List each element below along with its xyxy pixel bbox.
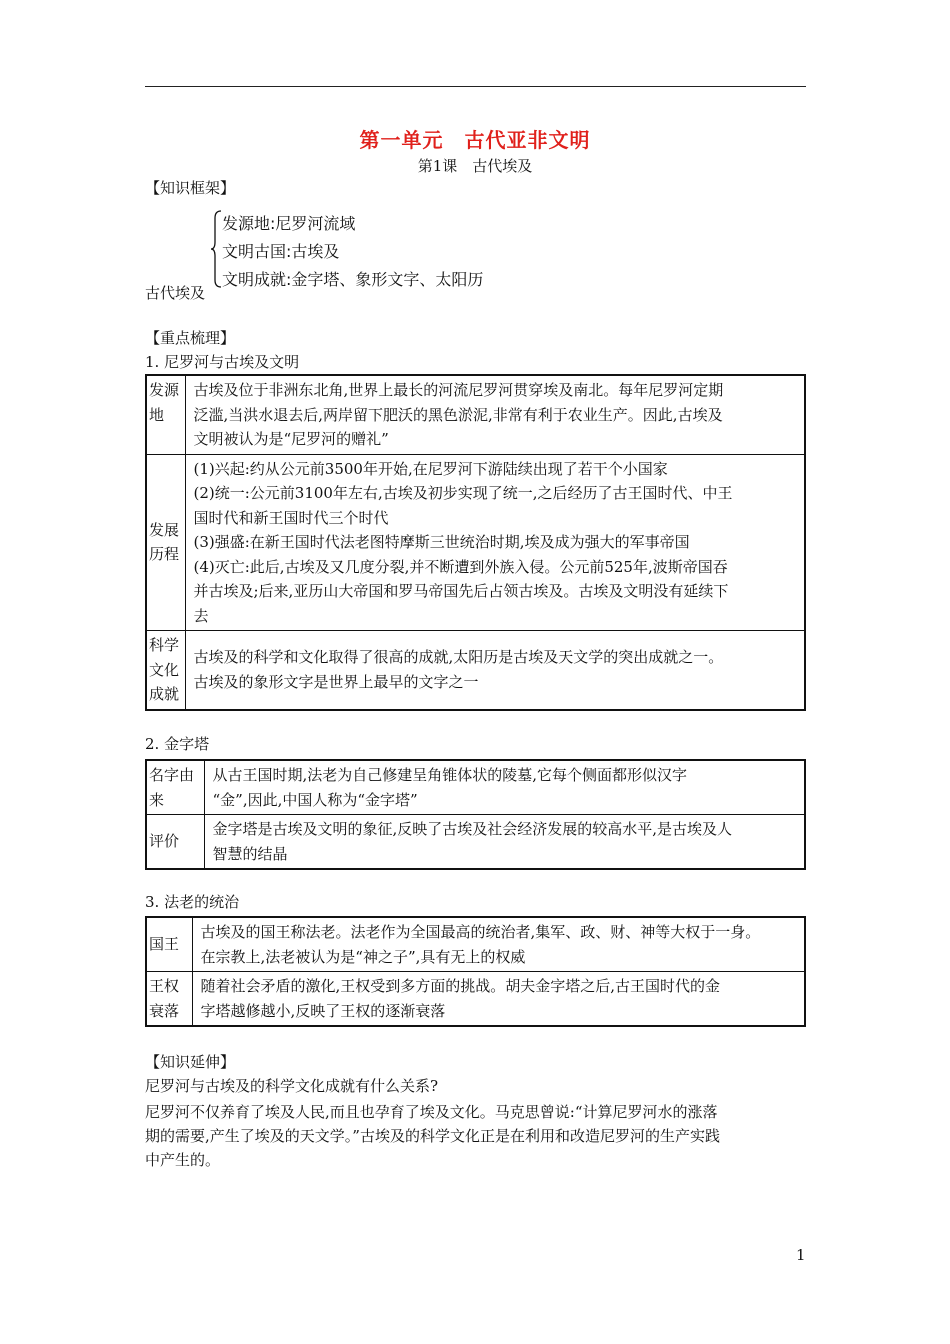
key-points-heading: 【重点梳理】	[145, 329, 236, 347]
lesson-title: 第1课 古代埃及	[417, 157, 533, 175]
page-number: 1	[796, 1246, 806, 1264]
section-title: 3. 法老的统治	[145, 893, 240, 911]
pharaoh-table	[145, 916, 806, 1027]
nile-table	[145, 374, 806, 711]
row-content: 古埃及的国王称法老。法老作为全国最高的统治者,集军、政、财、神等大权于一身。 在宗教上,法老被认为是“神之子”,具有无上的权威	[192, 917, 805, 972]
row-label: 发展历程	[146, 454, 185, 631]
framework-heading: 【知识框架】	[145, 179, 236, 197]
framework-item: 文明古国:古埃及	[222, 242, 340, 261]
brace-icon	[210, 210, 222, 288]
framework-root: 古代埃及	[145, 284, 206, 302]
framework-item: 发源地:尼罗河流域	[222, 214, 356, 233]
row-label: 评价	[146, 815, 204, 870]
row-content: 古埃及位于非洲东北角,世界上最长的河流尼罗河贯穿埃及南北。每年尼罗河定期 泛滥,当洪水退去后,两岸留下肥沃的黑色淤泥,非常有利于农业生产。因此,古埃及 文明被认为是“尼罗河的赠礼”	[185, 375, 805, 454]
unit-title: 第一单元 古代亚非文明	[359, 128, 591, 152]
row-content: 金字塔是古埃及文明的象征,反映了古埃及社会经济发展的较高水平,是古埃及人 智慧的结晶	[204, 815, 805, 870]
table-row	[146, 917, 805, 972]
table-row	[146, 375, 805, 454]
section-title: 1. 尼罗河与古埃及文明	[145, 353, 300, 371]
section-title: 2. 金字塔	[145, 735, 210, 753]
row-label: 王权衰落	[146, 972, 192, 1027]
row-content: 古埃及的科学和文化取得了很高的成就,太阳历是古埃及天文学的突出成就之一。 古埃及的象形文字是世界上最早的文字之一	[185, 631, 805, 710]
row-label: 名字由来	[146, 760, 204, 815]
row-content: 随着社会矛盾的激化,王权受到多方面的挑战。胡夫金字塔之后,古王国时代的金 字塔越修越小,反映了王权的逐渐衰落	[192, 972, 805, 1027]
header-rule	[145, 86, 806, 87]
table-row	[146, 815, 805, 870]
framework-item: 文明成就:金字塔、象形文字、太阳历	[222, 270, 484, 289]
table-row	[146, 972, 805, 1027]
table-row	[146, 454, 805, 631]
pyramid-table	[145, 759, 806, 870]
row-label: 科学文化成就	[146, 631, 185, 710]
table-row	[146, 631, 805, 710]
extension-answer: 尼罗河不仅养育了埃及人民,而且也孕育了埃及文化。马克思曾说:“计算尼罗河水的涨落 期的需要,产生了埃及的天文学。”古埃及的科学文化正是在利用和改造尼罗河的生产实践 中产生的。	[145, 1103, 720, 1169]
row-label: 发源地	[146, 375, 185, 454]
table-row	[146, 760, 805, 815]
extension-question: 尼罗河与古埃及的科学文化成就有什么关系?	[145, 1077, 439, 1095]
row-label: 国王	[146, 917, 192, 972]
row-content: 从古王国时期,法老为自己修建呈角锥体状的陵墓,它每个侧面都形似汉字 “金”,因此,中国人称为“金字塔”	[204, 760, 805, 815]
extension-heading: 【知识延伸】	[145, 1053, 236, 1071]
row-content: (1)兴起:约从公元前3500年开始,在尼罗河下游陆续出现了若干个小国家 (2)统一:公元前3100年左右,古埃及初步实现了统一,之后经历了古王国时代、中王 国时代和新王国时代三个时代 (3)强盛:在新王国时代法老图特摩斯三世统治时期,埃及成为强大的军事帝国 (4)灭亡:此后,古埃及又几度分裂,并不断遭到外族入侵。公元前525年,波斯帝国吞 并古埃及;后来,亚历山大帝国和罗马帝国先后占领古埃及。古埃及文明没有延续下 去	[185, 454, 805, 631]
